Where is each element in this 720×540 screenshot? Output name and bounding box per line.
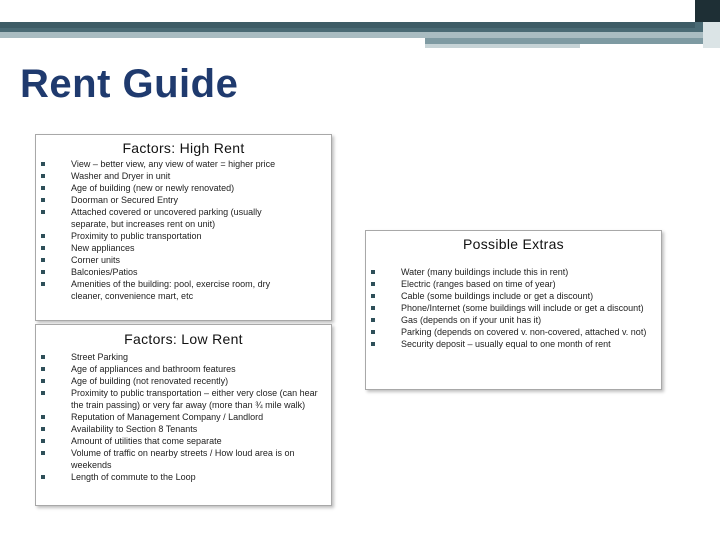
corner-block xyxy=(695,0,720,22)
high-rent-box xyxy=(35,134,332,321)
list-item-text: Amenities of the building: pool, exercise room, dry cleaner, convenience mart, etc xyxy=(71,279,271,301)
list-item-text: Corner units xyxy=(71,255,121,265)
list-item xyxy=(36,158,301,170)
list-item-text: Reputation of Management Company / Landlord xyxy=(71,412,264,422)
list-item xyxy=(366,266,656,278)
low-rent-list xyxy=(36,351,326,483)
list-item xyxy=(366,302,656,314)
list-item xyxy=(36,411,326,423)
list-item xyxy=(366,290,656,302)
list-item xyxy=(36,230,301,242)
square-bullet-icon xyxy=(41,439,45,443)
list-item-text: Cable (some buildings include or get a discount) xyxy=(401,291,594,301)
square-bullet-icon xyxy=(41,162,45,166)
list-item xyxy=(366,338,656,350)
slide-title: Rent Guide xyxy=(20,62,239,106)
list-item-text: Gas (depends on if your unit has it) xyxy=(401,315,542,325)
low-rent-box xyxy=(35,324,332,506)
list-item xyxy=(36,435,326,447)
list-item xyxy=(36,278,301,302)
list-item xyxy=(36,351,326,363)
list-item-text: Age of building (not renovated recently) xyxy=(71,376,229,386)
list-item-text: Security deposit – usually equal to one month of rent xyxy=(401,339,611,349)
square-bullet-icon xyxy=(371,282,375,286)
square-bullet-icon xyxy=(41,379,45,383)
square-bullet-icon xyxy=(41,282,45,286)
list-item-text: Street Parking xyxy=(71,352,129,362)
square-bullet-icon xyxy=(371,294,375,298)
list-item xyxy=(366,326,656,338)
list-item xyxy=(36,423,326,435)
square-bullet-icon xyxy=(371,306,375,310)
high-rent-list xyxy=(36,158,301,302)
list-item-text: Amount of utilities that come separate xyxy=(71,436,222,446)
list-item-text: View – better view, any view of water = higher price xyxy=(71,159,276,169)
list-item-text: Parking (depends on covered v. non-covered, attached v. not) xyxy=(401,327,647,337)
list-item xyxy=(36,206,301,230)
list-item xyxy=(36,375,326,387)
possible-extras-list xyxy=(366,266,656,350)
header-band-darker xyxy=(0,22,695,28)
list-item xyxy=(36,254,301,266)
list-item xyxy=(36,170,301,182)
list-item-text: Washer and Dryer in unit xyxy=(71,171,171,181)
square-bullet-icon xyxy=(41,246,45,250)
square-bullet-icon xyxy=(41,210,45,214)
list-item-text: Volume of traffic on nearby streets / How loud area is on weekends xyxy=(71,448,295,470)
square-bullet-icon xyxy=(41,234,45,238)
square-bullet-icon xyxy=(41,367,45,371)
list-item-text: Balconies/Patios xyxy=(71,267,138,277)
list-item-text: Attached covered or uncovered parking (usually separate, but increases rent on unit) xyxy=(71,207,262,229)
list-item xyxy=(36,447,326,471)
possible-extras-box xyxy=(365,230,662,390)
low-rent-title: Factors: Low Rent xyxy=(124,331,243,347)
square-bullet-icon xyxy=(41,391,45,395)
square-bullet-icon xyxy=(41,198,45,202)
list-item-text: Doorman or Secured Entry xyxy=(71,195,179,205)
high-rent-title: Factors: High Rent xyxy=(122,140,245,156)
list-item-text: Phone/Internet (some buildings will include or get a discount) xyxy=(401,303,644,313)
square-bullet-icon xyxy=(371,318,375,322)
square-bullet-icon xyxy=(41,451,45,455)
list-item-text: Electric (ranges based on time of year) xyxy=(401,279,556,289)
list-item-text: Age of appliances and bathroom features xyxy=(71,364,236,374)
possible-extras-title: Possible Extras xyxy=(463,236,564,252)
square-bullet-icon xyxy=(371,342,375,346)
list-item-text: Proximity to public transportation xyxy=(71,231,202,241)
list-item xyxy=(36,194,301,206)
list-item-text: Age of building (new or newly renovated) xyxy=(71,183,235,193)
top-bar xyxy=(0,0,720,22)
list-item xyxy=(36,182,301,194)
square-bullet-icon xyxy=(41,270,45,274)
square-bullet-icon xyxy=(41,186,45,190)
list-item xyxy=(366,314,656,326)
list-item xyxy=(36,387,326,411)
list-item xyxy=(366,278,656,290)
list-item xyxy=(36,242,301,254)
list-item xyxy=(36,471,326,483)
square-bullet-icon xyxy=(41,475,45,479)
square-bullet-icon xyxy=(41,415,45,419)
header-band-accent-light xyxy=(425,44,580,48)
corner-block-light xyxy=(703,22,720,48)
list-item-text: Availability to Section 8 Tenants xyxy=(71,424,198,434)
square-bullet-icon xyxy=(371,330,375,334)
square-bullet-icon xyxy=(41,355,45,359)
list-item-text: Length of commute to the Loop xyxy=(71,472,196,482)
square-bullet-icon xyxy=(41,258,45,262)
square-bullet-icon xyxy=(41,427,45,431)
square-bullet-icon xyxy=(41,174,45,178)
list-item-text: New appliances xyxy=(71,243,135,253)
list-item-text: Proximity to public transportation – either very close (can hear the train passing) or very far away (more than ¾ mile walk) xyxy=(71,388,318,410)
list-item xyxy=(36,266,301,278)
list-item xyxy=(36,363,326,375)
list-item-text: Water (many buildings include this in rent) xyxy=(401,267,569,277)
square-bullet-icon xyxy=(371,270,375,274)
